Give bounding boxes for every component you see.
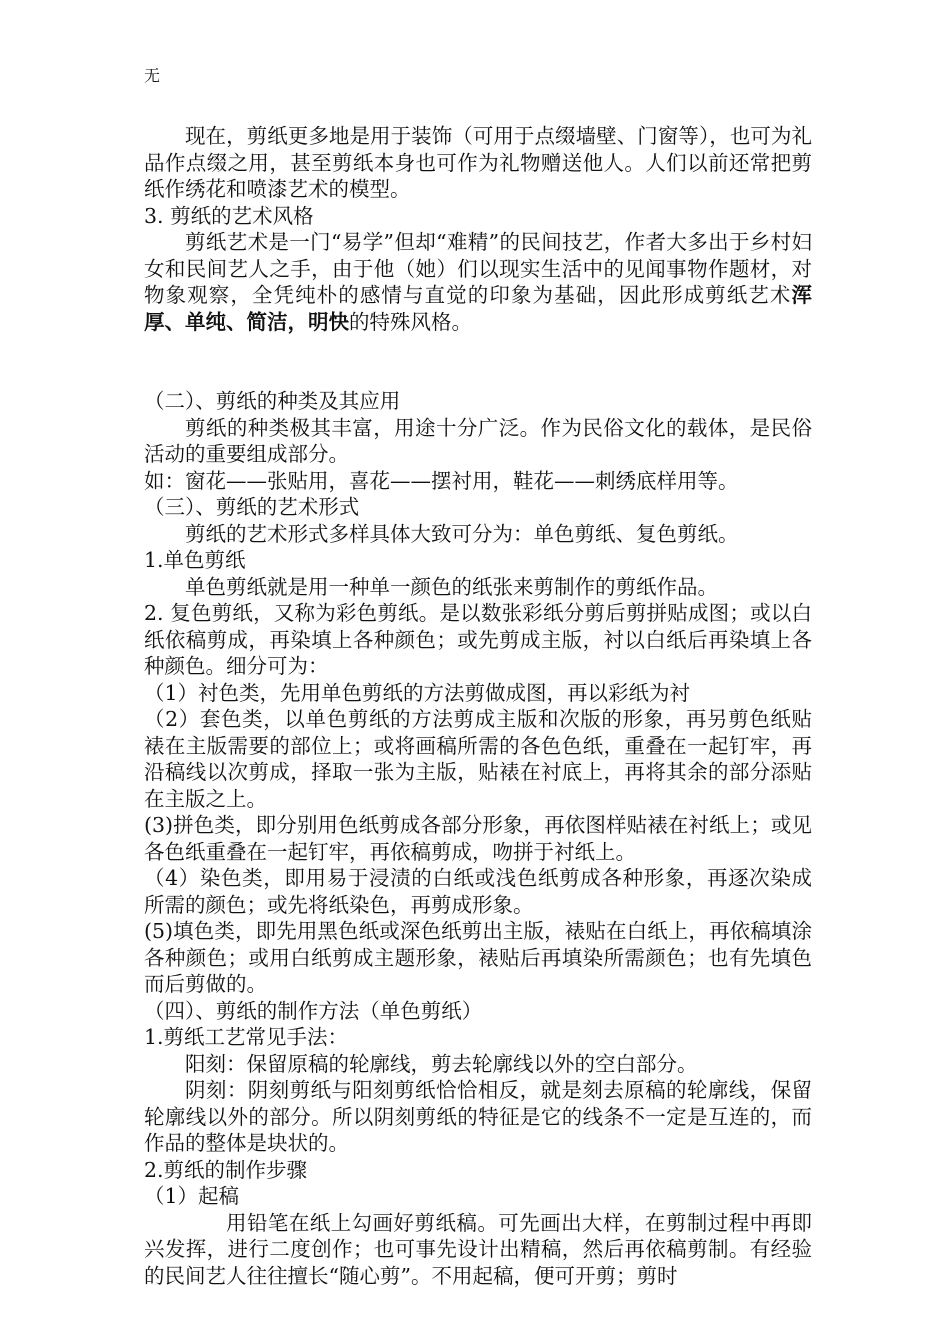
- art-style-text: 剪纸艺术是一门“易学”但却“难精”的民间技艺，作者大多出于乡村妇女和民间艺人之手，由于他（她）们以现实生活中的见闻事物作题材，对物象观察，全凭纯朴的感情与直觉的印象为基础，因此形成剪纸艺术: [144, 230, 812, 307]
- art-style-emphasis: 浑厚、单纯、简洁，明快: [144, 283, 812, 334]
- paragraph-yang-carving: 阳刻：保留原稿的轮廓线，剪去轮廓线以外的空白部分。: [185, 1051, 698, 1076]
- paragraph-types: 剪纸的种类极其丰富，用途十分广泛。作为民俗文化的载体，是民俗活动的重要组成部分。: [144, 415, 812, 466]
- heading-steps: 2.剪纸的制作步骤: [144, 1157, 308, 1182]
- heading-single-color: 1.单色剪纸: [144, 548, 246, 572]
- heading-art-forms: （三）、剪纸的艺术形式: [144, 495, 360, 519]
- art-style-text-end: 的特殊风格。: [349, 309, 472, 334]
- paragraph-single-color: 单色剪纸就是用一种单一颜色的纸张来剪制作的剪纸作品。: [185, 574, 718, 599]
- paragraph-art-style: [144, 229, 812, 335]
- list-item-backing-color: （1）衬色类，先用单色剪纸的方法剪做成图，再以彩纸为衬: [144, 680, 691, 705]
- list-item-filled-color: (5)填色类，即先用黑色纸或深色纸剪出主版，裱贴在白纸上，再依稿填涂各种颜色；或用白纸剪成主题形象，裱贴后再填染所需颜色；也有先填色而后剪做的。: [144, 919, 812, 996]
- page-header: 无: [144, 66, 161, 85]
- document-body: [144, 123, 812, 1289]
- list-item-overlay-color: （2）套色类，以单色剪纸的方法剪成主版和次版的形象，再另剪色纸贴裱在主版需要的部位上；或将画稿所需的各色色纸，重叠在一起钉牢，再沿稿线以次剪成，择取一张为主版，贴裱在衬底上，再将其余的部分添贴在主版之上。: [144, 707, 812, 811]
- heading-making-method: （四）、剪纸的制作方法（单色剪纸）: [144, 998, 483, 1023]
- list-item-dyed-color: （4）染色类，即用易于浸渍的白纸或浅色纸剪成各种形象，再逐次染成所需的颜色；或先将纸染色，再剪成形象。: [144, 866, 812, 917]
- list-item-mosaic-color: (3)拼色类，即分别用色纸剪成各部分形象，再依图样贴裱在衬纸上；或见各色纸重叠在一起钉牢，再依稿剪成，吻拼于衬纸上。: [144, 813, 812, 864]
- paragraph-step-drafting: 用铅笔在纸上勾画好剪纸稿。可先画出大样，在剪制过程中再即兴发挥，进行二度创作；也可事先设计出精稿，然后再依稿剪制。有经验的民间艺人往往擅长“随心剪”。不用起稿，便可开剪；剪时: [144, 1210, 812, 1288]
- paragraph-multi-color: 2. 复色剪纸，又称为彩色剪纸。是以数张彩纸分剪后剪拼贴成图；或以白纸依稿剪成，再染填上各种颜色；或先剪成主版，衬以白纸后再染填上各种颜色。细分可为：: [144, 601, 812, 678]
- paragraph-decoration-use: 现在，剪纸更多地是用于装饰（可用于点缀墙壁、门窗等），也可为礼品作点缀之用，甚至剪纸本身也可作为礼物赠送他人。人们以前还常把剪纸作绣花和喷漆艺术的模型。: [144, 124, 812, 201]
- paragraph-yin-carving: 阴刻：阴刻剪纸与阳刻剪纸恰恰相反，就是刻去原稿的轮廓线，保留轮廓线以外的部分。所以阴刻剪纸的特征是它的线条不一定是互连的，而作品的整体是块状的。: [144, 1078, 812, 1155]
- heading-techniques: 1.剪纸工艺常见手法：: [144, 1025, 349, 1049]
- heading-art-style: 3. 剪纸的艺术风格: [144, 203, 314, 228]
- paragraph-art-forms: 剪纸的艺术形式多样具体大致可分为：单色剪纸、复色剪纸。: [185, 521, 739, 546]
- heading-types-and-uses: （二）、剪纸的种类及其应用: [144, 389, 401, 413]
- heading-step-drafting: （1）起稿: [144, 1184, 240, 1208]
- paragraph-examples: 如：窗花——张贴用，喜花——摆衬用，鞋花——刺绣底样用等。: [144, 468, 739, 493]
- blank-space: [144, 335, 812, 388]
